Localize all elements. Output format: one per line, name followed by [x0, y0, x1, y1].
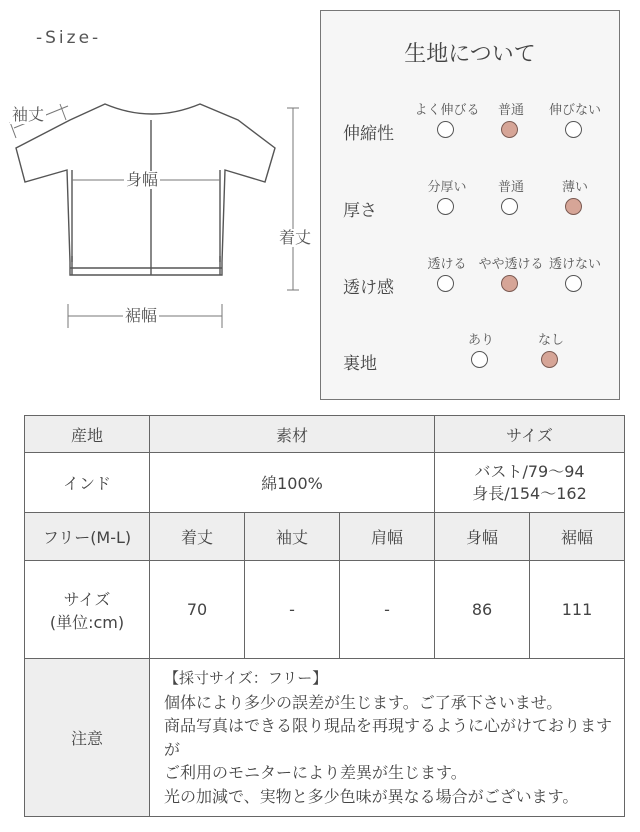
fabric-row-label: 裏地: [343, 354, 377, 374]
shirt-outline-icon: [0, 90, 320, 340]
notes-cell: [150, 659, 625, 817]
size-value-line: バスト/79〜94: [474, 461, 585, 481]
fabric-row-label: 伸縮性: [343, 124, 394, 144]
body-width-label: 身幅: [126, 170, 159, 189]
fabric-option-label: 普通: [497, 103, 524, 118]
fabric-title: 生地について: [404, 42, 536, 67]
note-line: 個体により多少の誤差が生じます。ご了承下さいませ。: [164, 692, 563, 712]
selected-circle-icon: [501, 275, 518, 292]
circle-icon: [437, 198, 454, 215]
table-row: [25, 561, 625, 659]
material-value: 綿100%: [150, 453, 435, 513]
measure-header: 肩幅: [340, 513, 435, 561]
fabric-option-label: よく伸びる: [414, 103, 480, 118]
table-row: [25, 659, 625, 817]
measure-value: 70: [150, 561, 245, 659]
fabric-option-label: あり: [467, 333, 494, 348]
fabric-option-label: 普通: [497, 180, 524, 195]
fabric-info-panel: [320, 10, 620, 400]
fabric-row-label: 厚さ: [343, 201, 377, 221]
measure-value: -: [340, 561, 435, 659]
measure-value: -: [245, 561, 340, 659]
circle-icon: [565, 121, 582, 138]
unit-label-line: サイズ: [63, 589, 111, 609]
size-header: サイズ: [435, 416, 625, 453]
circle-icon: [437, 121, 454, 138]
origin-header: 産地: [25, 416, 150, 453]
selected-circle-icon: [501, 121, 518, 138]
fabric-option-label: 薄い: [561, 180, 588, 195]
measure-header: 着丈: [150, 513, 245, 561]
measure-value: 111: [530, 561, 625, 659]
measure-header: 袖丈: [245, 513, 340, 561]
note-line: 【採寸サイズ：フリー】: [164, 669, 328, 687]
circle-icon: [437, 275, 454, 292]
free-size-label: フリー(M-L): [25, 513, 150, 561]
hem-width-label: 裾幅: [125, 306, 158, 325]
note-line: 商品写真はできる限り現品を再現するように心がけておりますが: [164, 716, 613, 759]
selected-circle-icon: [565, 198, 582, 215]
fabric-option-label: なし: [537, 333, 564, 348]
selected-circle-icon: [541, 351, 558, 368]
circle-icon: [471, 351, 488, 368]
unit-label: [25, 561, 150, 659]
material-header: 素材: [150, 416, 435, 453]
table-row: [25, 453, 625, 513]
fabric-option-label: 分厚い: [427, 180, 467, 195]
table-row: [25, 513, 625, 561]
fabric-option-label: 透ける: [427, 257, 467, 272]
sleeve-label: 袖丈: [12, 105, 45, 124]
fabric-option-label: 伸びない: [548, 103, 601, 118]
fabric-option-label: やや透ける: [478, 257, 544, 272]
measure-value: 86: [435, 561, 530, 659]
circle-icon: [501, 198, 518, 215]
note-line: 光の加減で、実物と多少色味が異なる場合がございます。: [164, 786, 579, 806]
fabric-option-label: 透けない: [548, 257, 601, 272]
note-line: ご利用のモニターにより差異が生じます。: [164, 763, 467, 782]
spec-table: [24, 415, 625, 817]
garment-diagram: [0, 90, 320, 340]
measure-header: 身幅: [435, 513, 530, 561]
origin-value: インド: [25, 453, 150, 513]
circle-icon: [565, 275, 582, 292]
size-heading: -Size-: [36, 28, 102, 48]
size-value: [435, 453, 625, 513]
notes-label: 注意: [25, 659, 150, 817]
table-row: [25, 416, 625, 453]
unit-label-line: (単位:cm): [49, 612, 125, 632]
measure-header: 裾幅: [530, 513, 625, 561]
length-label: 着丈: [279, 228, 312, 247]
fabric-row-label: 透け感: [343, 278, 394, 298]
size-value-line: 身長/154〜162: [472, 483, 587, 503]
